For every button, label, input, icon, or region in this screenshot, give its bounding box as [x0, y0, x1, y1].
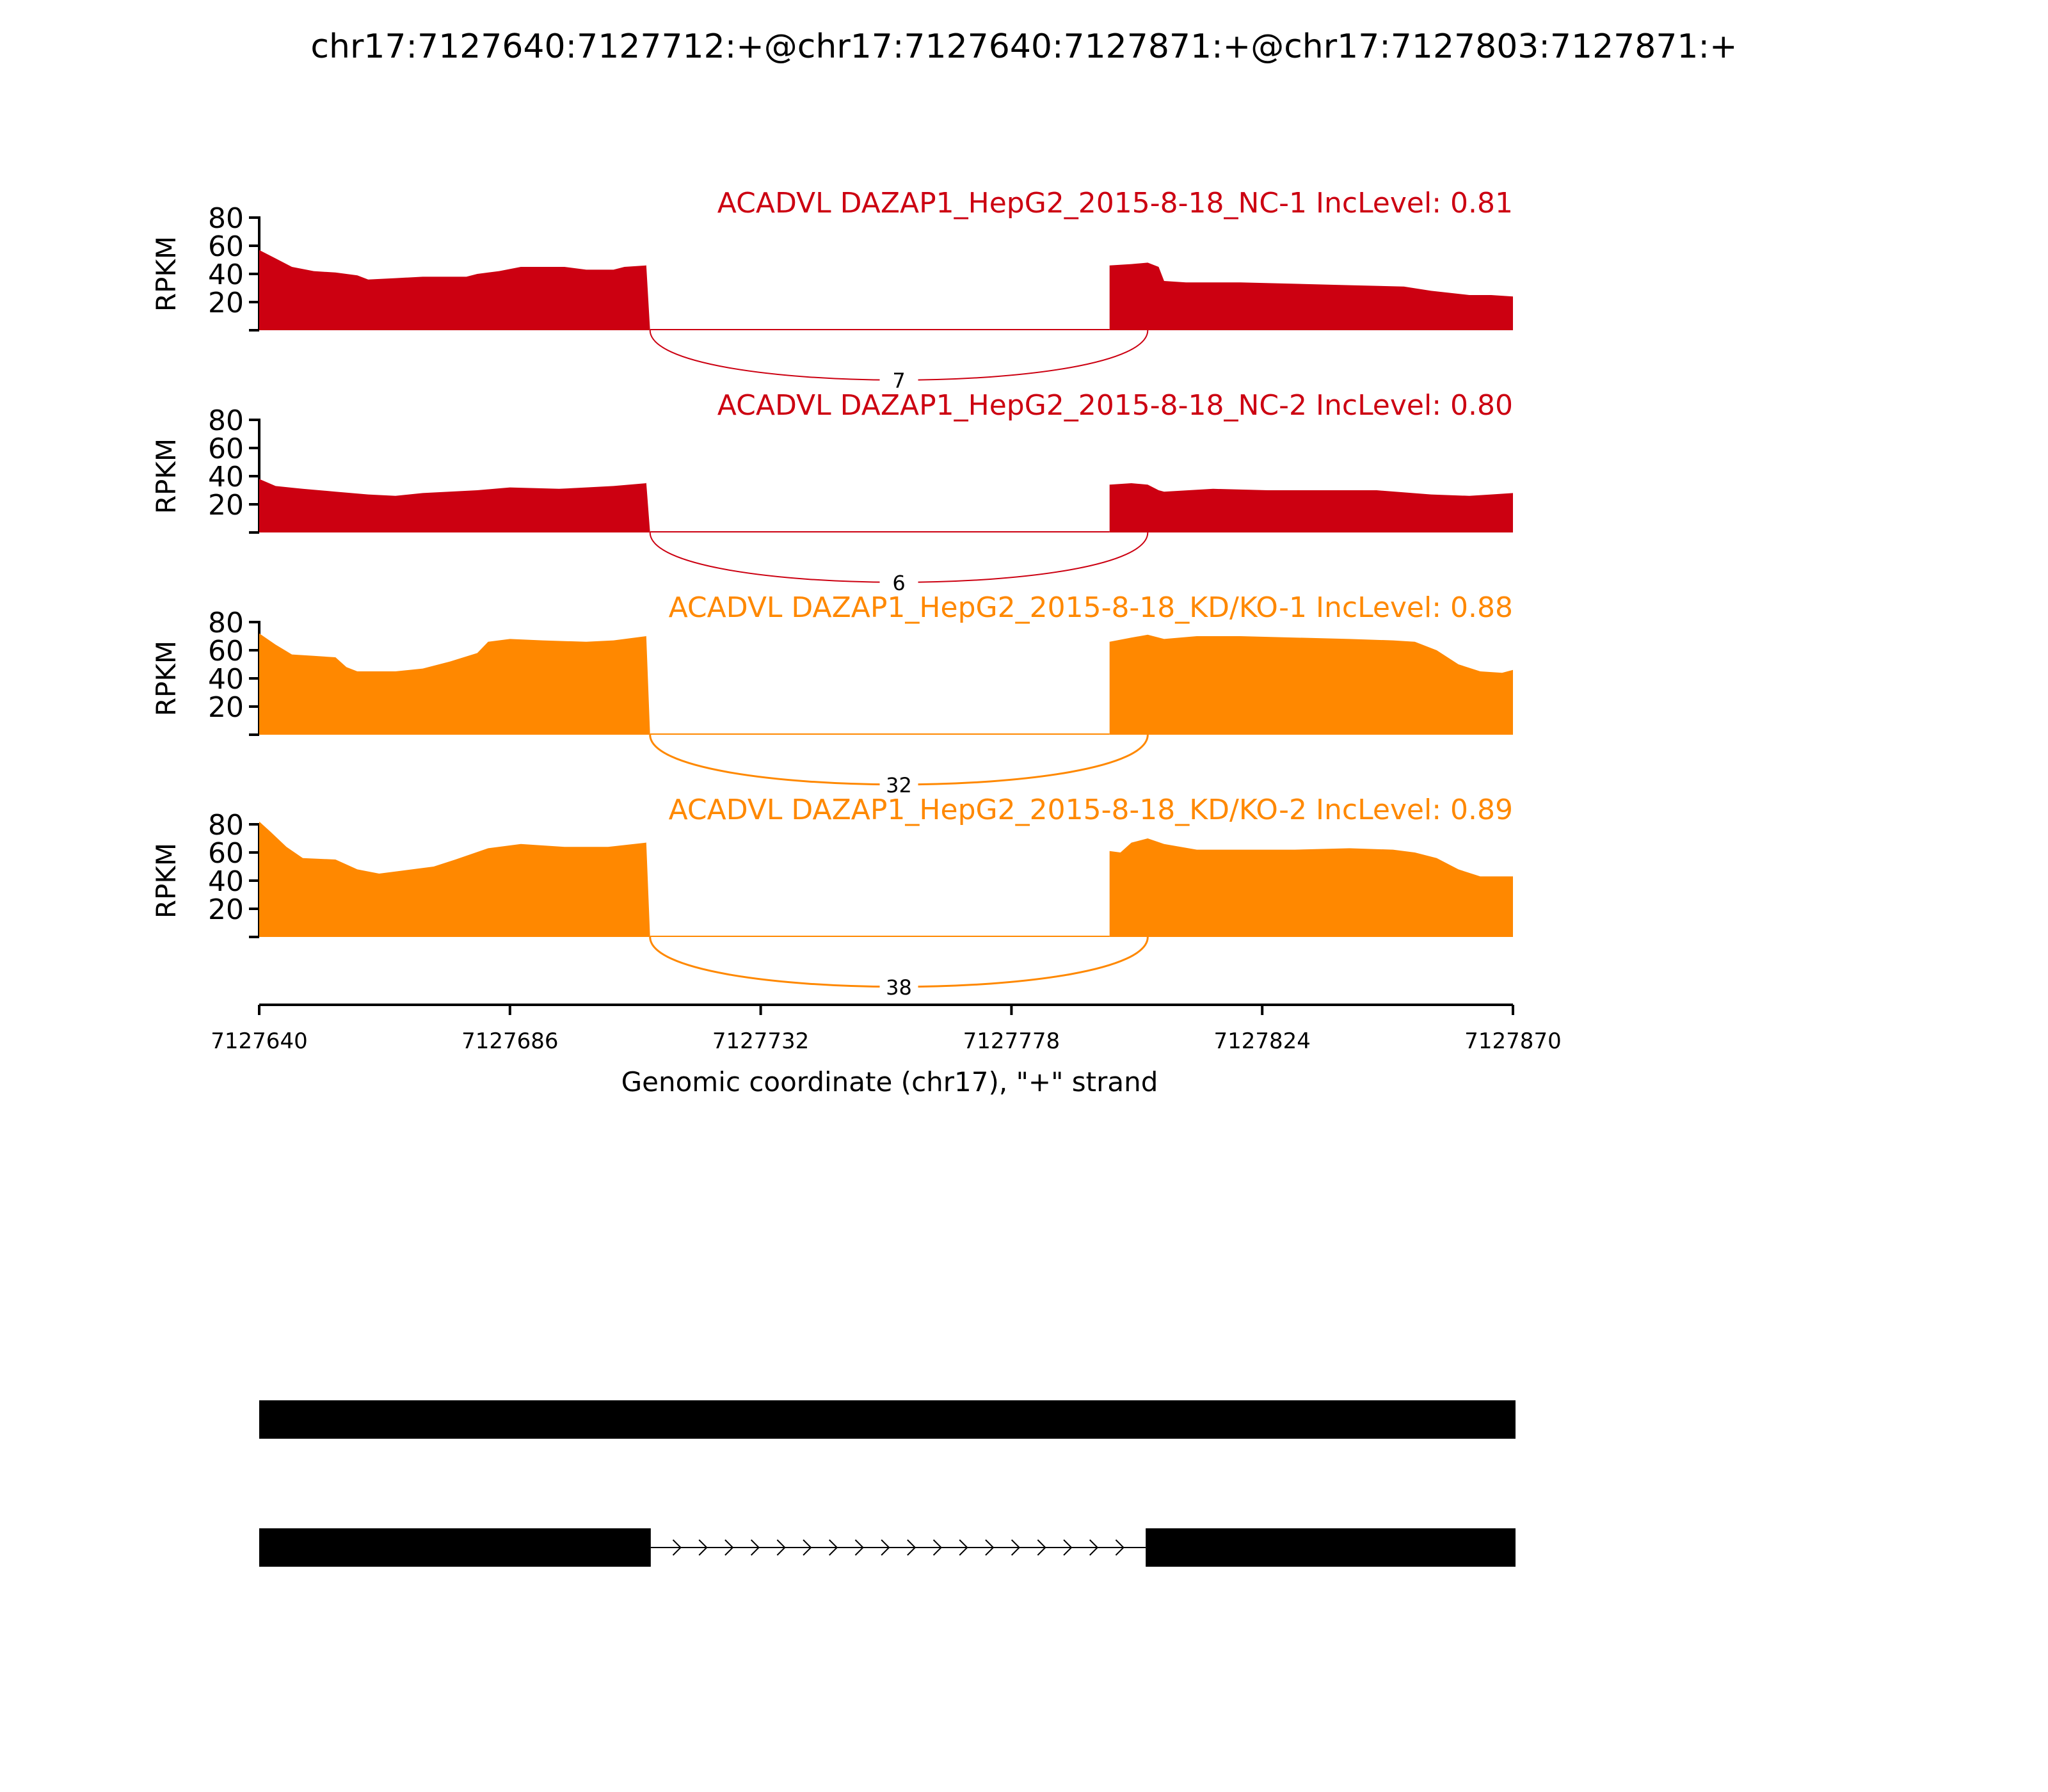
- y-axis-label: RPKM: [150, 640, 182, 717]
- y-axis-label: RPKM: [150, 236, 182, 312]
- y-tick-label: 80: [208, 809, 244, 842]
- y-tick-label: 60: [208, 230, 244, 263]
- x-axis-label: Genomic coordinate (chr17), "+" strand: [621, 1066, 1158, 1098]
- x-tick-label: 7127732: [712, 1028, 810, 1054]
- junction-count: 6: [892, 571, 906, 595]
- y-axis-label: RPKM: [150, 842, 182, 919]
- junction-count: 32: [886, 773, 912, 797]
- coverage-area: [1110, 838, 1513, 937]
- coverage-area: [259, 634, 650, 735]
- y-tick-label: 20: [208, 691, 244, 724]
- y-tick-label: 80: [208, 607, 244, 639]
- coverage-panels: [150, 187, 1513, 1001]
- x-tick-label: 7127686: [461, 1028, 559, 1054]
- coverage-area: [1110, 483, 1513, 532]
- y-tick-label: 80: [208, 202, 244, 235]
- chart-title: chr17:7127640:7127712:+@chr17:7127640:7127871:+@chr17:7127803:7127871:+: [310, 28, 1738, 66]
- isoform-track: [259, 1400, 1516, 1567]
- sample-label: ACADVL DAZAP1_HepG2_2015-8-18_NC-2 IncLevel: 0.80: [717, 389, 1513, 422]
- y-tick-label: 20: [208, 893, 244, 926]
- y-tick-label: 40: [208, 461, 244, 493]
- y-tick-label: 20: [208, 489, 244, 522]
- coverage-panel: [150, 187, 1513, 394]
- y-tick-label: 20: [208, 287, 244, 319]
- x-axis: [211, 1005, 1561, 1054]
- coverage-area: [259, 479, 650, 532]
- y-axis-label: RPKM: [150, 438, 182, 515]
- exon-block: [259, 1528, 651, 1567]
- coverage-area: [1110, 262, 1513, 330]
- x-tick-label: 7127778: [963, 1028, 1060, 1054]
- isoform: [259, 1528, 1516, 1567]
- y-tick-label: 60: [208, 837, 244, 870]
- x-tick-label: 7127824: [1213, 1028, 1311, 1054]
- y-tick-label: 40: [208, 259, 244, 291]
- y-tick-label: 80: [208, 404, 244, 437]
- coverage-panel: [150, 794, 1513, 1001]
- x-tick-label: 7127870: [1464, 1028, 1562, 1054]
- exon-block: [259, 1400, 1516, 1439]
- junction-count: 7: [892, 369, 906, 393]
- coverage-area: [259, 822, 650, 937]
- y-tick-label: 40: [208, 663, 244, 696]
- x-tick-label: 7127640: [211, 1028, 308, 1054]
- coverage-area: [259, 250, 650, 330]
- sample-label: ACADVL DAZAP1_HepG2_2015-8-18_KD/KO-1 IncLevel: 0.88: [668, 591, 1513, 624]
- exon-block: [1146, 1528, 1516, 1567]
- sample-label: ACADVL DAZAP1_HepG2_2015-8-18_KD/KO-2 IncLevel: 0.89: [668, 794, 1513, 826]
- coverage-area: [1110, 635, 1513, 735]
- coverage-panel: [150, 591, 1513, 799]
- y-tick-label: 40: [208, 865, 244, 898]
- junction-count: 38: [886, 975, 912, 1000]
- y-tick-label: 60: [208, 433, 244, 465]
- isoform: [259, 1400, 1516, 1439]
- y-tick-label: 60: [208, 635, 244, 668]
- coverage-panel: [150, 389, 1513, 596]
- sample-label: ACADVL DAZAP1_HepG2_2015-8-18_NC-1 IncLevel: 0.81: [717, 187, 1513, 220]
